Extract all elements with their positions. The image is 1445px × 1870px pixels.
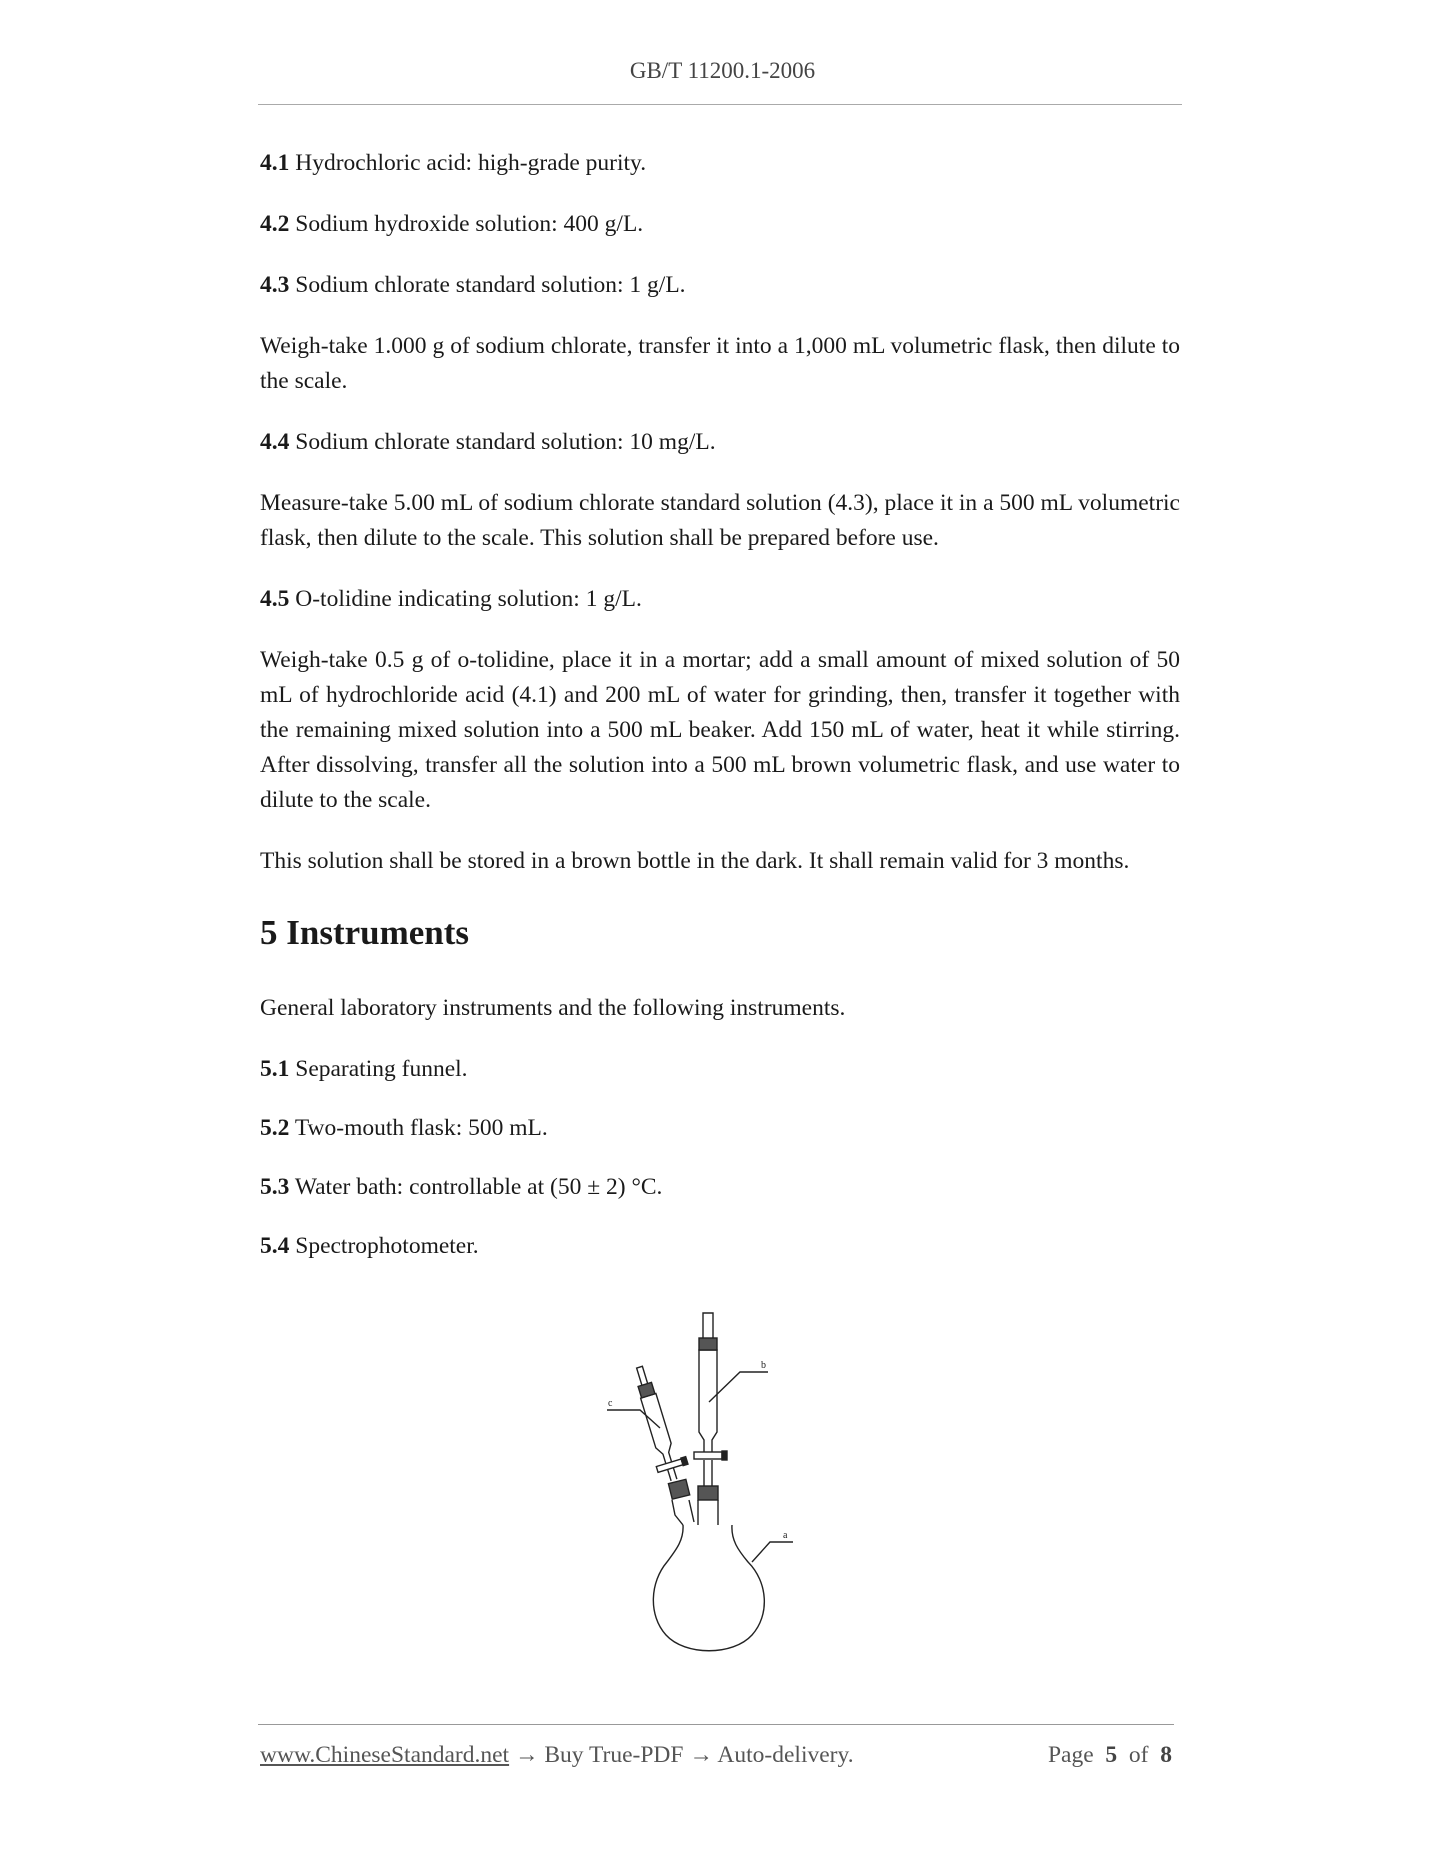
of-word: of [1128,1742,1149,1768]
clause-4-4-body: Measure-take 5.00 mL of sodium chlorate standard solution (4.3), place it in a 500 mL volumetric flask, then dilute to the scale. This solution shall be prepared before use. [260,490,1180,551]
clause-4-2 [260,207,1180,242]
section-intro: General laboratory instruments and the following instruments. [260,995,846,1021]
side-funnel-c [627,1362,691,1484]
clause-text: O-tolidine indicating solution: 1 g/L. [289,586,642,612]
flask-neck [698,1500,718,1525]
buy-pdf-text: Buy True-PDF [544,1742,684,1768]
arrow-icon: → [509,1742,545,1768]
section-heading-instruments: 5 Instruments [260,913,470,952]
flask-body [653,1525,764,1651]
clause-number: 4.1 [260,150,290,176]
clause-4-4 [260,425,1180,460]
clause-number: 4.5 [260,586,290,612]
arrow-icon: → [683,1742,718,1768]
clause-5-1 [260,1052,1180,1087]
footer-divider [258,1724,1174,1725]
clause-4-5 [260,582,1180,617]
clause-text: Water bath: controllable at (50 ± 2) °C. [289,1174,663,1200]
clause-number: 5.1 [260,1056,290,1082]
stopcock-b-handle [722,1451,727,1460]
clause-number: 4.3 [260,272,290,298]
page-footer [260,1742,1172,1769]
clause-text: Two-mouth flask: 500 mL. [289,1115,548,1141]
clause-text: Hydrochloric acid: high-grade purity. [289,150,647,176]
clause-number: 5.3 [260,1174,290,1200]
side-joint [668,1479,689,1499]
clause-number: 5.2 [260,1115,290,1141]
clause-text: Sodium hydroxide solution: 400 g/L. [289,211,644,237]
clause-5-4 [260,1229,1180,1264]
clause-number: 5.4 [260,1233,290,1259]
document-body [260,146,1180,1288]
clause-4-3 [260,268,1180,303]
ground-joint-top [699,1338,717,1350]
auto-delivery-text: Auto-delivery. [717,1742,854,1768]
website-link[interactable]: www.ChineseStandard.net [260,1742,510,1768]
leader-line-a [752,1542,793,1562]
label-b: b [761,1360,766,1371]
funnel-b-body [699,1350,717,1452]
page-word: Page [1047,1742,1094,1768]
clause-number: 4.2 [260,211,290,237]
label-a: a [783,1530,788,1541]
clause-4-3-body: Weigh-take 1.000 g of sodium chlorate, transfer it into a 1,000 mL volumetric flask, then dilute to the scale. [260,333,1180,394]
clause-4-1 [260,146,1180,181]
page-indicator [1048,1742,1172,1769]
clause-number: 4.4 [260,429,290,455]
leader-line-b [709,1372,768,1402]
label-c: c [608,1398,613,1409]
header-divider [258,104,1182,105]
total-pages: 8 [1160,1742,1172,1768]
apparatus-figure [580,1310,870,1670]
funnel-stem [704,1460,712,1486]
clause-4-5-body: Weigh-take 0.5 g of o-tolidine, place it in a mortar; add a small amount of mixed solution of 50 mL of hydrochloride acid (4.1) and 200 mL of water for grinding, then, transfer it together with the remaining mixed solution into a 500 mL beaker. Add 150 mL of water, heat it while stirring. After dissolving, transfer all the solution into a 500 mL brown volumetric flask, and use water to dilute to the scale. [260,647,1180,813]
clause-5-3 [260,1170,1180,1205]
leader-line-c [607,1410,660,1428]
top-tube [703,1313,713,1338]
apparatus-diagram [580,1310,870,1670]
clause-text: Sodium chlorate standard solution: 1 g/L. [289,272,686,298]
running-header: GB/T 11200.1-2006 [629,58,816,83]
clause-4-5-storage: This solution shall be stored in a brown bottle in the dark. It shall remain valid for 3 months. [260,848,1130,874]
flask-side-neck [672,1500,694,1525]
clause-text: Sodium chlorate standard solution: 10 mg/L. [289,429,716,455]
page-number: 5 [1105,1742,1118,1768]
stopcock-b [694,1452,722,1459]
ground-joint-center [698,1486,718,1500]
clause-text: Separating funnel. [289,1056,468,1082]
clause-text: Spectrophotometer. [289,1233,479,1259]
clause-5-2 [260,1111,1180,1146]
